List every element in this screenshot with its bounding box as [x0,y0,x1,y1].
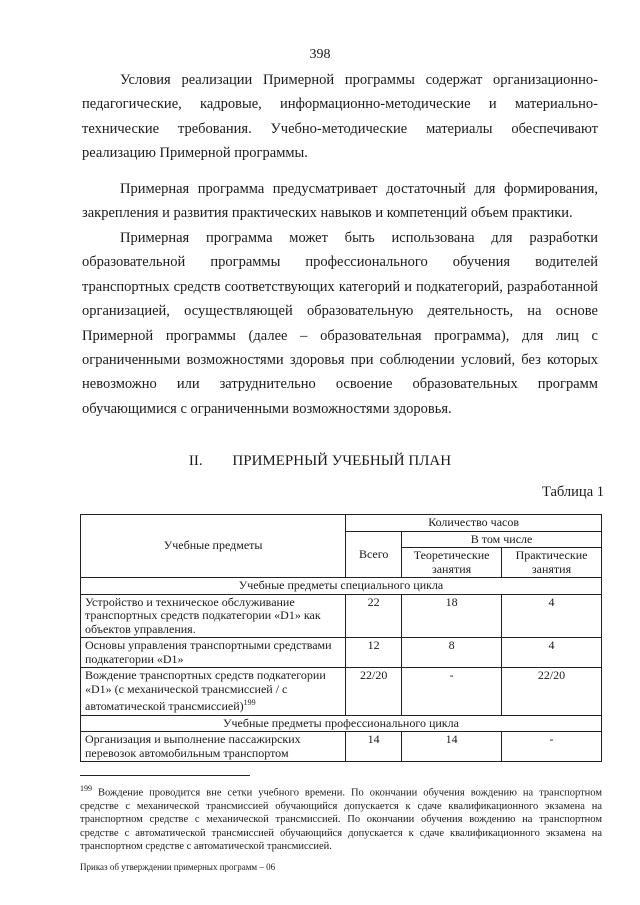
subject-theory: 14 [402,732,502,762]
footnote-ref: 199 [243,698,256,707]
table-row [81,668,602,716]
table-section-row [81,715,602,732]
table-header-row [81,515,602,532]
subject-practice: 22/20 [502,668,602,716]
header-practice: Практические занятия [502,548,602,578]
paragraph-practice-volume: Примерная программа предусматривает достаточный для формирования, закрепления и развития практических навыков и компетенций объем практики. [82,181,598,222]
subject-total: 22 [346,594,402,638]
subject-total: 14 [346,732,402,762]
header-total: Всего [346,531,402,578]
table-row [81,594,602,638]
table-section-row [81,578,602,595]
subject-practice: 4 [502,638,602,668]
subject-total: 22/20 [346,668,402,716]
subject-theory: 18 [402,594,502,638]
footnote [80,782,602,854]
subject-name: Организация и выполнение пассажирских перевозок автомобильным транспортом [81,732,346,762]
footnote-number: 199 [80,784,92,793]
table-label: Таблица 1 [541,484,604,500]
subject-name: Вождение транспортных средств подкатегории «D1» (с механической трансмиссией / с автоматической трансмиссией) [85,668,326,713]
curriculum-table [80,514,602,762]
paragraph-program-usage: Примерная программа может быть использована для разработки образовательной программы профессионального обучения водителей транспортных средств соответствующих категорий и подкатегорий, разработанной организацией, осуществляющей образовательную деятельность, на основе Примерной программы (далее – образовательная программа), для лиц с ограниченными возможностями здоровья при соблюдении условий, без которых невозможно или затруднительно освоение образовательных программ обучающимися с ограниченными возможностями здоровья. [82,230,598,417]
footnote-divider [80,775,250,776]
section-title-professional: Учебные предметы профессионального цикла [81,715,602,732]
page-footer: Приказ об утверждении примерных программ – 06 [80,862,276,872]
section-title: ПРИМЕРНЫЙ УЧЕБНЫЙ ПЛАН [232,453,452,469]
subject-name: Основы управления транспортными средствами подкатегории «D1» [81,638,346,668]
table-row [81,732,602,762]
section-heading [0,453,640,470]
subject-name-cell [81,668,346,716]
header-including: В том числе [402,531,602,548]
header-theory: Теоретические занятия [402,548,502,578]
section-number: II. [188,453,203,469]
section-title-special: Учебные предметы специального цикла [81,578,602,595]
subject-practice: - [502,732,602,762]
paragraph-conditions: Условия реализации Примерной программы содержат организационно-педагогические, кадровые, информационно-методические и материально-технические требования. Учебно-методические материалы обеспечивают реализацию Примерной программы. [82,72,598,162]
page-number: 398 [309,47,331,62]
footnote-text: Вождение проводится вне сетки учебного времени. По окончании обучения вождению на транспортном средстве с механической трансмиссией обучающийся допускается к сдаче квалификационного экзамена на транспортном средстве с механической трансмиссией. По окончании обучения вождению на транспортном средстве с автоматической трансмиссией обучающийся допускается к сдаче квалификационного экзамена на транспортном средстве с автоматической трансмиссией. [80,787,602,853]
subject-theory: 8 [402,638,502,668]
header-subjects: Учебные предметы [81,515,346,578]
subject-practice: 4 [502,594,602,638]
header-hours: Количество часов [346,515,602,532]
table-row [81,638,602,668]
subject-name: Устройство и техническое обслуживание транспортных средств подкатегории «D1» как объектов управления. [81,594,346,638]
subject-theory: - [402,668,502,716]
subject-total: 12 [346,638,402,668]
